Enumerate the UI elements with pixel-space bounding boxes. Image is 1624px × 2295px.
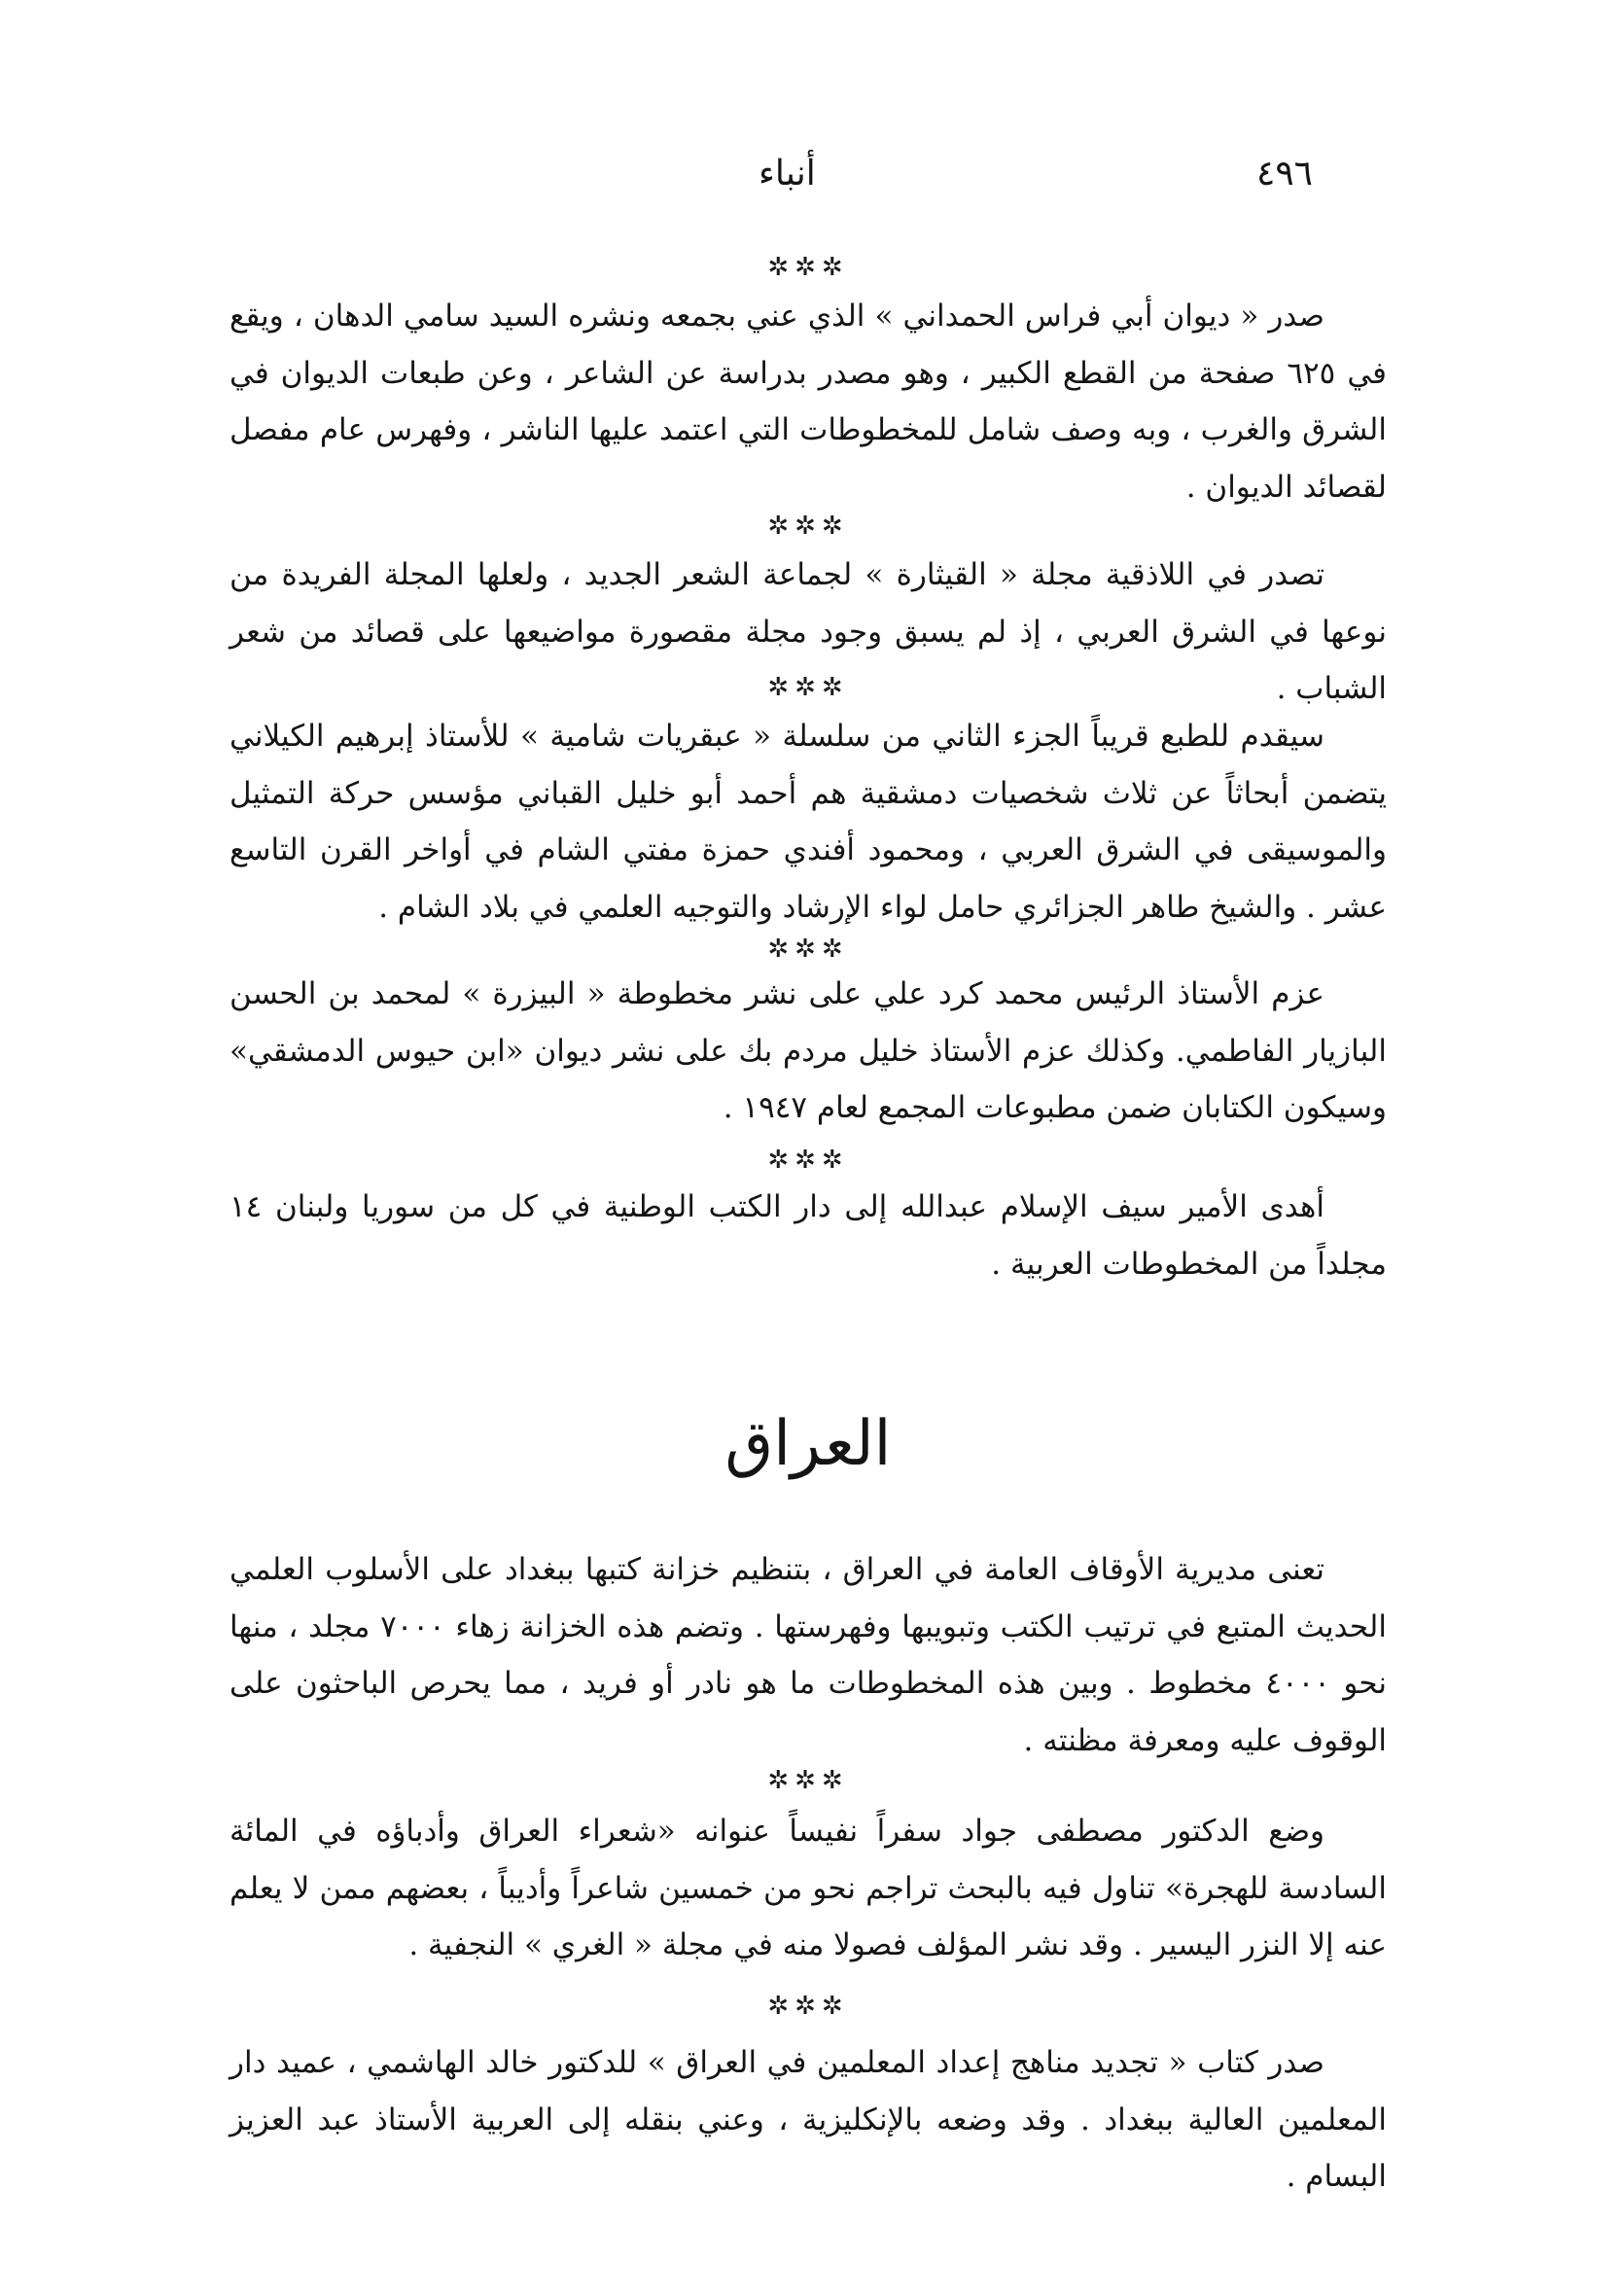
- news-paragraph: صدر « ديوان أبي فراس الحمداني » الذي عني بجمعه ونشره السيد سامي الدهان ، ويقع في ٦٢٥ صفحة من القطع الكبير ، وهو مصدر بدراسة عن الشاعر ، وعن طبعات الديوان في الشرق والغرب ، وبه وصف شامل للمخطوطات التي اعتمد عليها الناشر ، وفهرس عام مفصل لقصائد الديوان .: [229, 299, 1387, 505]
- news-paragraph: صدر كتاب « تجديد مناهج إعداد المعلمين في العراق » للدكتور خالد الهاشمي ، عميد دار المعلمين العالية ببغداد . وقد وضعه بالإنكليزية ، وعني بنقله إلى العربية الأستاذ عبد العزيز البسام .: [229, 2045, 1387, 2194]
- news-paragraph: تصدر في اللاذقية مجلة « القيثارة » لجماعة الشعر الجديد ، ولعلها المجلة الفريدة من نوعها في الشرق العربي ، إذ لم يسبق وجود مجلة مقصورة مواضيعها على قصائد من شعر الشباب .: [229, 557, 1387, 706]
- page-number: ٤٩٦: [1255, 153, 1313, 194]
- running-title: أنباء: [759, 153, 816, 194]
- separator-stars: ✲✲✲: [767, 935, 849, 964]
- news-paragraph: وضع الدكتور مصطفى جواد سفراً نفيساً عنوانه «شعراء العراق وأدباؤه في المائة السادسة للهجرة» تناول فيه بالبحث تراجم نحو من خمسين شاعراً وأديباً ، بعضهم ممن لا يعلم عنه إلا النزر اليسير . وقد نشر المؤلف فصولا منه في مجلة « الغري » النجفية .: [229, 1814, 1387, 1962]
- news-paragraph: أهدى الأمير سيف الإسلام عبدالله إلى دار الكتب الوطنية في كل من سوريا ولبنان ١٤ مجلداً من المخطوطات العربية .: [229, 1189, 1387, 1282]
- separator-stars: ✲✲✲: [767, 253, 849, 282]
- news-paragraph: عزم الأستاذ الرئيس محمد كرد علي على نشر مخطوطة « البيزرة » لمحمد بن الحسن البازيار الفاطمي. وكذلك عزم الأستاذ خليل مردم بك على نشر ديوان «ابن حيوس الدمشقي» وسيكون الكتابان ضمن مطبوعات المجمع لعام ١٩٤٧ .: [229, 976, 1387, 1125]
- page-content: [229, 0, 1387, 2295]
- news-paragraph: تعنى مديرية الأوقاف العامة في العراق ، بتنظيم خزانة كتبها ببغداد على الأسلوب العلمي الحديث المتبع في ترتيب الكتب وتبويبها وفهرستها . وتضم هذه الخزانة زهاء ٧٠٠٠ مجلد ، منها نحو ٤٠٠٠ مخطوط . وبين هذه المخطوطات ما هو نادر أو فريد ، مما يحرص الباحثون على الوقوف عليه ومعرفة مظنته .: [229, 1552, 1387, 1758]
- separator-stars: ✲✲✲: [767, 1992, 849, 2021]
- section-title: العراق: [724, 1408, 892, 1480]
- separator-stars: ✲✲✲: [767, 512, 849, 541]
- separator-stars: ✲✲✲: [767, 673, 849, 702]
- separator-stars: ✲✲✲: [767, 1146, 849, 1175]
- separator-stars: ✲✲✲: [767, 1766, 849, 1795]
- news-paragraph: سيقدم للطبع قريباً الجزء الثاني من سلسلة « عبقريات شامية » للأستاذ إبرهيم الكيلاني يتضمن أبحاثاً عن ثلاث شخصيات دمشقية هم أحمد أبو خليل القباني مؤسس حركة التمثيل والموسيقى في الشرق العربي ، ومحمود أفندي حمزة مفتي الشام في أواخر القرن التاسع عشر . والشيخ طاهر الجزائري حامل لواء الإرشاد والتوجيه العلمي في بلاد الشام .: [229, 719, 1387, 925]
